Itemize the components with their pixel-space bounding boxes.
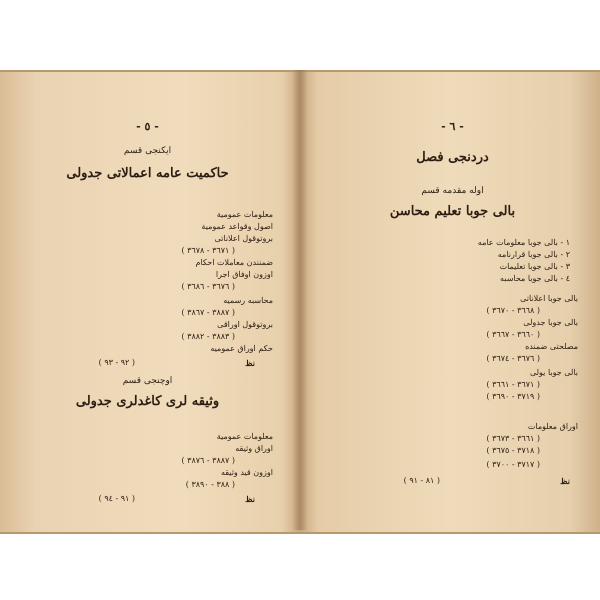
right-item-2: ٢ - بالى جوبا قرارنامه bbox=[497, 250, 570, 259]
right-line-1: بالى جوبا اعلاناتى bbox=[520, 294, 578, 303]
left-section2-title: وثيقه لرى كاغدلرى جدولى bbox=[75, 394, 220, 409]
left-s1-number-row: ( ٩٢ - ٩٣ ) bbox=[98, 358, 135, 367]
right-line-11: ( ٣٦٦١ - ٣٦٧٣ ) bbox=[486, 434, 540, 443]
left-s1-line-2: اصول وقواعد عمومية bbox=[201, 222, 273, 231]
left-s1-line-6: اوزون اوفاق اجرا bbox=[215, 270, 273, 279]
left-s1-line-5: ضمنندن معاملات احكام bbox=[195, 258, 273, 267]
right-subtitle: اوله مقدمه قسم bbox=[421, 186, 484, 196]
left-s2-number-row: ( ٩١ - ٩٤ ) bbox=[98, 494, 135, 503]
left-section1-title: حاكميت عامه اعمالاتى جدولى bbox=[66, 166, 229, 181]
left-s1-line-1: معلومات عمومية bbox=[216, 210, 273, 219]
right-number-row: ( ٨١ - ٩١ ) bbox=[403, 476, 440, 485]
right-item-4: ٤ - بالى جوبا محاسبه bbox=[500, 274, 570, 283]
right-line-3: بالى جوبا جدولى bbox=[523, 318, 578, 327]
right-number-label: نظ bbox=[560, 476, 570, 486]
left-s1-line-10: بروتوقول اوراقى bbox=[217, 320, 273, 329]
left-s2-number-label: نظ bbox=[245, 494, 255, 504]
right-section-heading: دردنجى فصل bbox=[416, 150, 489, 165]
left-page bbox=[0, 70, 295, 530]
left-s2-line-3: ( ٣٨٨٧ - ٣٨٧٦ ) bbox=[181, 456, 235, 465]
right-line-12: ( ٣٧١٨ - ٣٦٧٥ ) bbox=[486, 446, 540, 455]
left-s1-line-9: ( ٣٨٨٧ - ٣٨٦٧ ) bbox=[181, 308, 235, 317]
left-page-number: - ٥ - bbox=[136, 120, 159, 133]
left-s1-line-3: بروتوقول اعلاناتى bbox=[214, 234, 273, 243]
right-title: بالى جوبا تعليم محاسن bbox=[389, 204, 516, 219]
left-s1-number-label: نظ bbox=[245, 358, 255, 368]
right-line-6: ( ٣٦٧٦ - ٣٦٧٤ ) bbox=[486, 354, 540, 363]
left-s2-line-4: اوزون قيد وثيقه bbox=[220, 468, 273, 477]
left-s1-line-12: حكم اوراق عموميه bbox=[210, 344, 273, 353]
right-line-2: ( ٣٦٦٨ - ٣٦٧٠ ) bbox=[486, 306, 540, 315]
left-s2-line-1: معلومات عمومية bbox=[216, 432, 273, 441]
left-s2-line-2: اوراق وثيقه bbox=[235, 444, 273, 453]
right-line-5: مصلحتى ضمنده bbox=[525, 342, 578, 351]
right-page-number: - ٦ - bbox=[441, 120, 464, 133]
left-s1-line-7: ( ٣٦٧٦ - ٣٦٨٦ ) bbox=[181, 282, 235, 291]
right-line-10: اوراق معلومات bbox=[527, 422, 578, 431]
left-section1-subtitle: ايكنجى قسم bbox=[123, 146, 172, 156]
left-s1-line-4: ( ٣٦٧١ - ٣٦٧٨ ) bbox=[181, 246, 235, 255]
left-s2-line-5: ( ٣٨٨ - ٣٨٩٠ ) bbox=[185, 480, 235, 489]
right-line-9: ( ٣٧١٩ - ٣٦٩٠ ) bbox=[486, 392, 540, 401]
right-line-8: ( ٣٦٧١ - ٣٦٦١ ) bbox=[486, 380, 540, 389]
right-item-1: ١ - بالى جوبا معلومات عامه bbox=[477, 238, 570, 247]
right-line-7: بالى جوبا يولى bbox=[529, 368, 578, 377]
right-line-13: ( ٣٧١٧ - ٣٧٠٠ ) bbox=[486, 460, 540, 469]
left-section2-subtitle: اوچنجى قسم bbox=[122, 376, 173, 386]
right-item-3: ٣ - بالى جوبا تعليمات bbox=[499, 262, 570, 271]
right-line-4: ( ٣٦٦٠ - ٣٦٦٧ ) bbox=[486, 330, 540, 339]
left-s1-line-8: محاسبه رسمیه bbox=[223, 296, 273, 305]
left-s1-line-11: ( ٣٨٨٣ - ٣٨٨٢ ) bbox=[181, 332, 235, 341]
right-page bbox=[305, 70, 600, 530]
